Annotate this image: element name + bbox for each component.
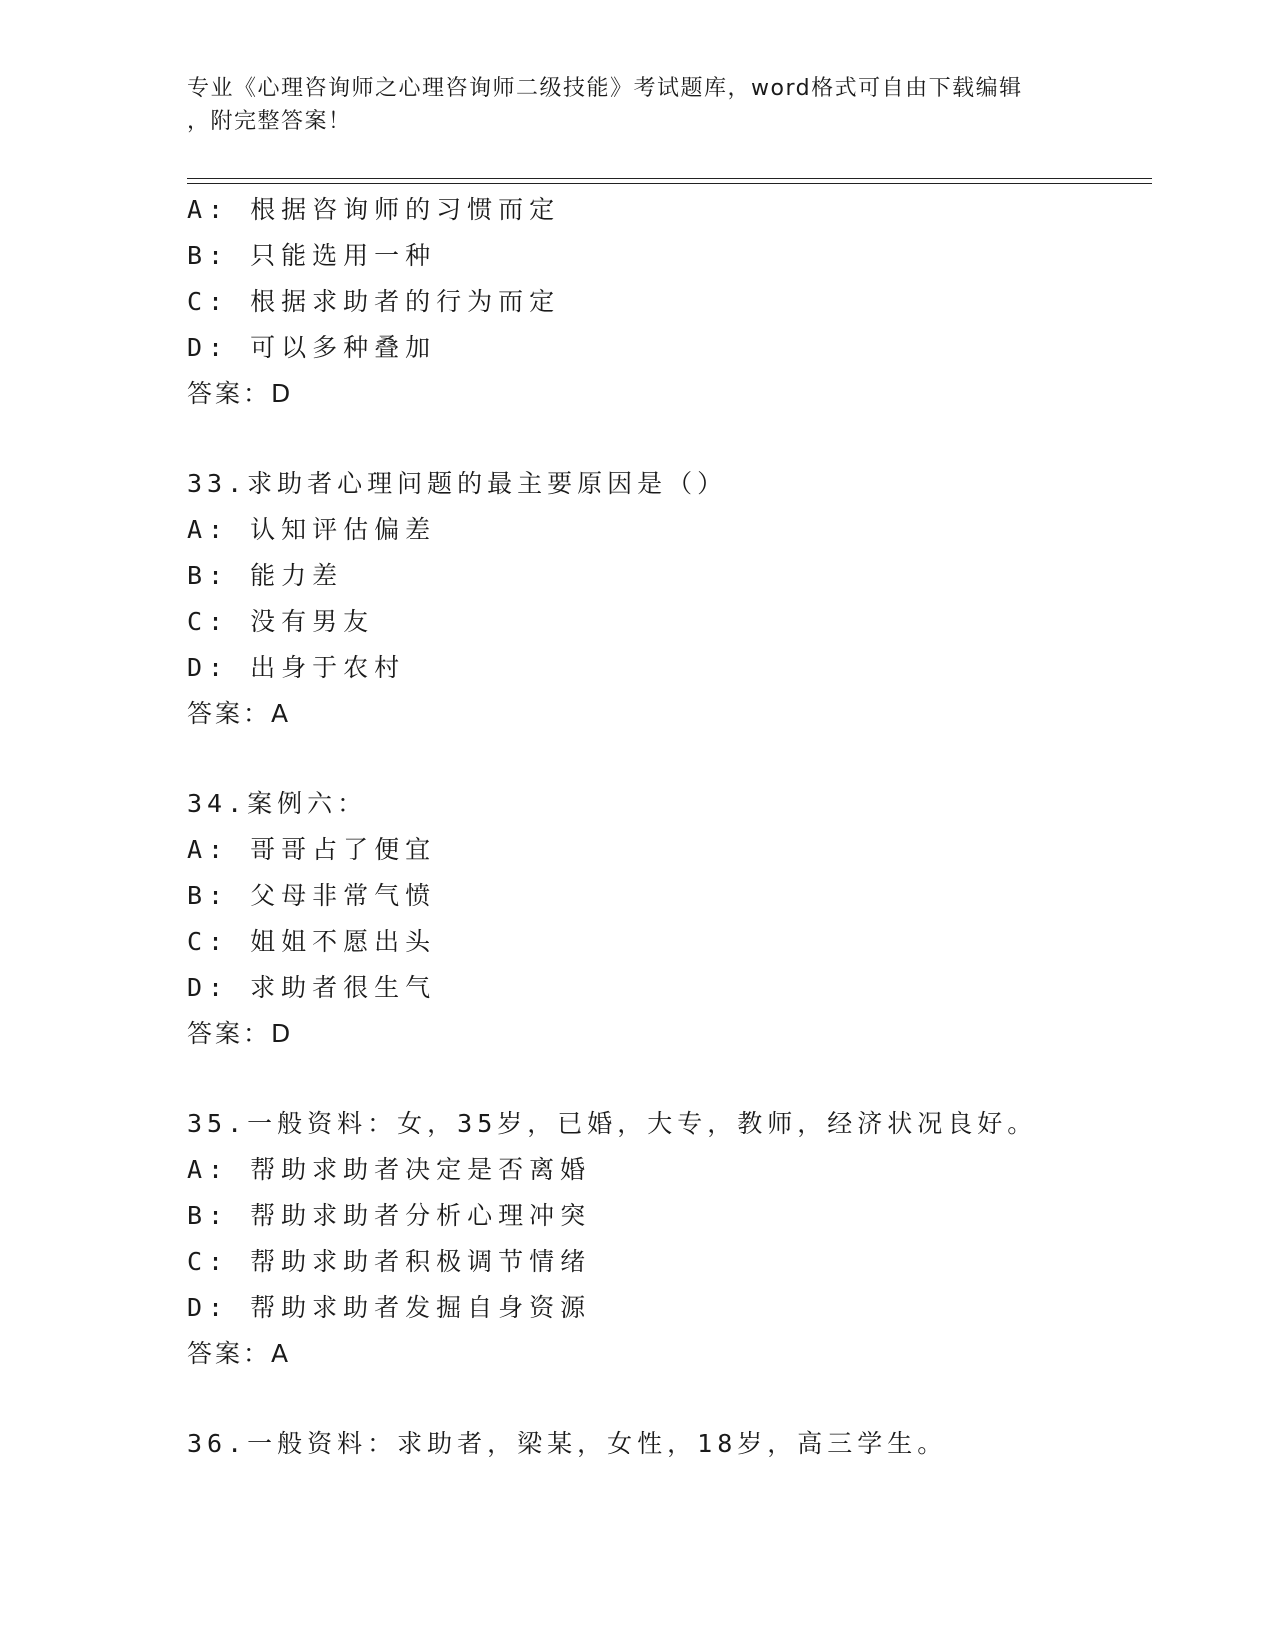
option-a: A: 认知评估偏差 (187, 515, 437, 544)
block-spacer (187, 417, 1147, 461)
header-line-1: 专业《心理咨询师之心理咨询师二级技能》考试题库，word格式可自由下载编辑 (187, 76, 1023, 101)
document-header (187, 72, 1067, 138)
option-d: D: 求助者很生气 (187, 973, 437, 1002)
option-b: B: 能力差 (187, 561, 344, 590)
question-text: 36.一般资料：求助者，梁某，女性，18岁，高三学生。 (187, 1429, 948, 1458)
question-block (187, 781, 1147, 1057)
question-block (187, 1101, 1147, 1377)
option-d: D: 帮助求助者发掘自身资源 (187, 1293, 592, 1322)
question-block (187, 461, 1147, 737)
answer-line: 答案：A (187, 699, 292, 728)
question-block (187, 187, 1147, 417)
answer-line: 答案：D (187, 1019, 294, 1048)
header-rule-top (187, 178, 1152, 179)
option-c: C: 帮助求助者积极调节情绪 (187, 1247, 592, 1276)
option-a: A: 哥哥占了便宜 (187, 835, 437, 864)
option-a: A: 帮助求助者决定是否离婚 (187, 1155, 592, 1184)
question-text: 35.一般资料：女，35岁，已婚，大专，教师，经济状况良好。 (187, 1109, 1038, 1138)
option-d: D: 可以多种叠加 (187, 333, 437, 362)
header-rule-bottom (187, 183, 1152, 184)
block-spacer (187, 737, 1147, 781)
option-a: A: 根据咨询师的习惯而定 (187, 195, 561, 224)
question-list (187, 187, 1147, 1467)
question-text: 34.案例六： (187, 789, 368, 818)
option-d: D: 出身于农村 (187, 653, 406, 682)
answer-line: 答案：A (187, 1339, 292, 1368)
option-c: C: 姐姐不愿出头 (187, 927, 437, 956)
answer-line: 答案：D (187, 379, 294, 408)
header-line-2: ，附完整答案！ (187, 109, 352, 134)
block-spacer (187, 1377, 1147, 1421)
option-c: C: 没有男友 (187, 607, 375, 636)
question-block (187, 1421, 1147, 1467)
question-text: 33.求助者心理问题的最主要原因是（） (187, 469, 728, 498)
option-b: B: 只能选用一种 (187, 241, 437, 270)
block-spacer (187, 1057, 1147, 1101)
option-b: B: 父母非常气愤 (187, 881, 437, 910)
option-c: C: 根据求助者的行为而定 (187, 287, 561, 316)
option-b: B: 帮助求助者分析心理冲突 (187, 1201, 592, 1230)
